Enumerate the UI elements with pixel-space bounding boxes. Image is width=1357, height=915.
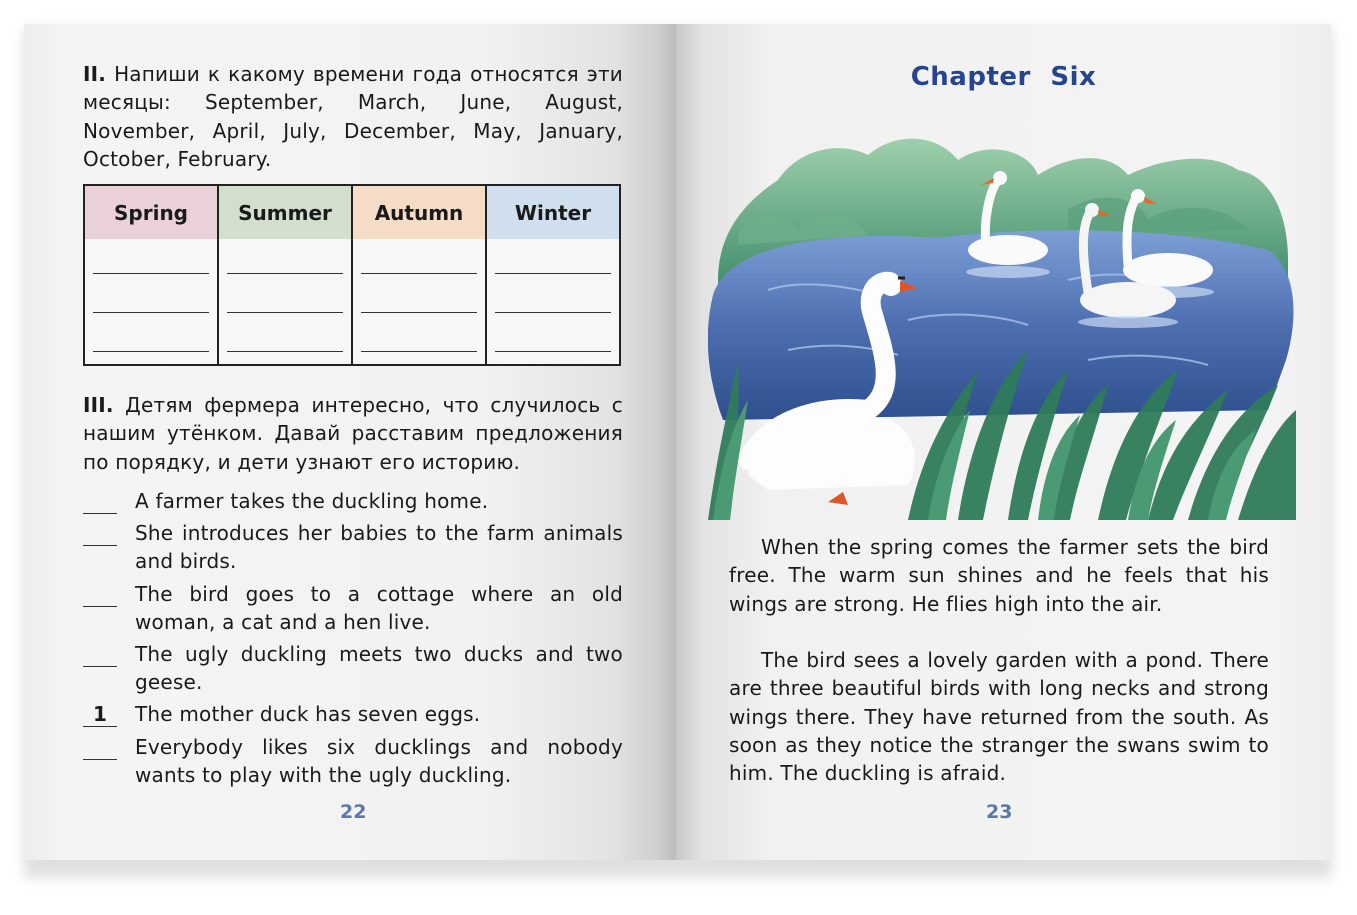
task-2-text: Напиши к какому времени года относятся эти месяцы: September, March, June, August, November, April, July, December, May, January, October, February. xyxy=(83,62,623,171)
sentence-item xyxy=(83,519,623,576)
task-2-instruction xyxy=(83,60,623,173)
winter-answer-cell[interactable] xyxy=(486,239,620,365)
sentence-item xyxy=(83,580,623,637)
task-3-numeral: III. xyxy=(83,393,114,417)
header-autumn: Autumn xyxy=(352,185,486,239)
header-spring: Spring xyxy=(84,185,218,239)
sentence-item xyxy=(83,733,623,790)
page-number-right: 23 xyxy=(986,801,1013,823)
order-blank[interactable] xyxy=(83,737,117,760)
header-summer: Summer xyxy=(218,185,352,239)
summer-answer-cell[interactable] xyxy=(218,239,352,365)
sentence-text: Everybody likes six ducklings and nobody wants to play with the ugly duckling. xyxy=(135,735,623,788)
swan-pond-illustration xyxy=(708,120,1296,520)
page-number-left: 22 xyxy=(340,801,367,823)
order-blank[interactable] xyxy=(83,523,117,546)
spring-answer-cell[interactable] xyxy=(84,239,218,365)
left-page xyxy=(24,24,676,860)
sentence-text: A farmer takes the duckling home. xyxy=(135,489,489,513)
sentence-item xyxy=(83,640,623,697)
sentence-text: The mother duck has seven eggs. xyxy=(135,702,481,726)
task-2-numeral: II. xyxy=(83,62,107,86)
sentence-text: The ugly duckling meets two ducks and two geese. xyxy=(135,642,623,695)
task-3-text: Детям фермера интересно, что случилось с нашим утёнком. Давай расставим предложения по порядку, и дети узнают его историю. xyxy=(83,393,623,474)
sentence-text: She introduces her babies to the farm animals and birds. xyxy=(135,521,623,574)
story-paragraph-1: When the spring comes the farmer sets the bird free. The warm sun shines and he feels that his wings are strong. He flies high into the air. xyxy=(729,535,1269,616)
order-blank[interactable] xyxy=(83,491,117,514)
task-3-instruction xyxy=(83,391,623,476)
story-paragraph-2: The bird sees a lovely garden with a pond. There are three beautiful birds with long necks and strong wings there. They have returned from the south. As soon as they notice the stranger the swans swim to him. The duckling is afraid. xyxy=(729,648,1269,786)
seasons-table xyxy=(83,184,621,366)
right-page xyxy=(676,24,1331,860)
sentence-text: The bird goes to a cottage where an old woman, a cat and a hen live. xyxy=(135,582,623,635)
header-winter: Winter xyxy=(486,185,620,239)
sentence-item xyxy=(83,487,623,515)
autumn-answer-cell[interactable] xyxy=(352,239,486,365)
order-blank[interactable]: 1 xyxy=(83,704,117,727)
sentence-item xyxy=(83,700,623,728)
chapter-title: Chapter Six xyxy=(910,62,1097,92)
order-blank[interactable] xyxy=(83,644,117,667)
order-blank[interactable] xyxy=(83,584,117,607)
